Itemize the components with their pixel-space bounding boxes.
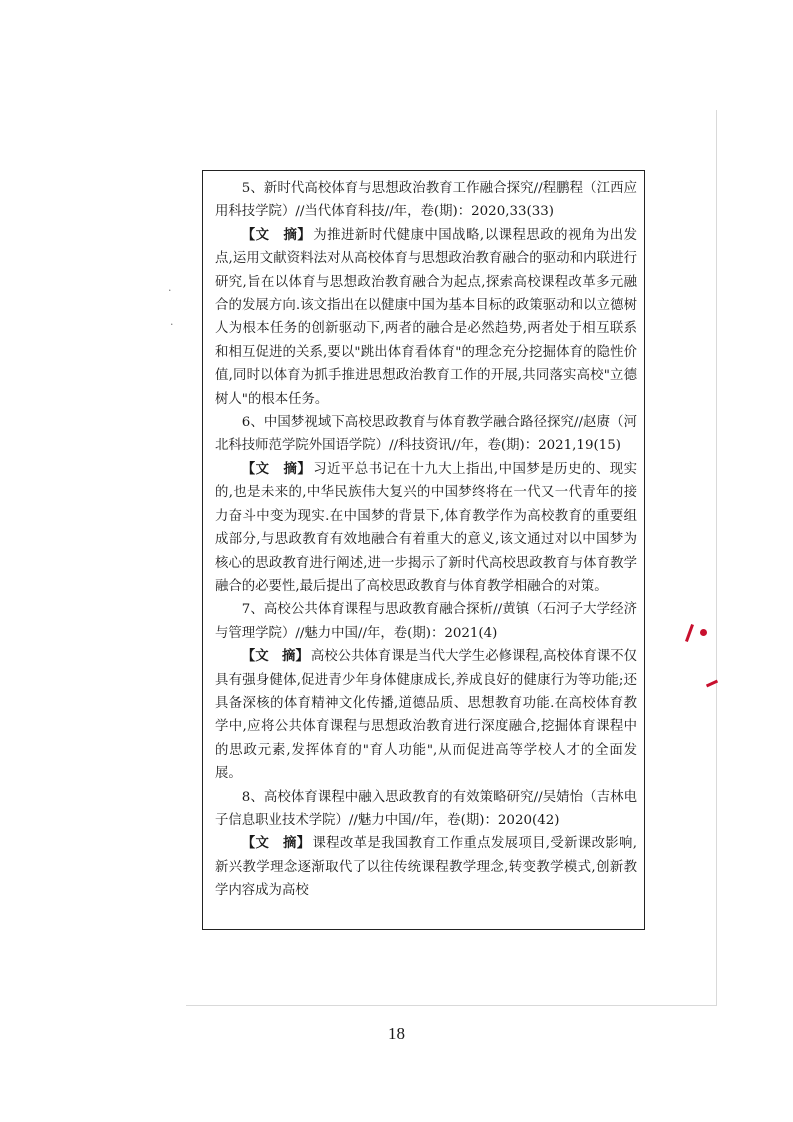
abstract-label: 【文 摘】 — [241, 648, 309, 665]
abstract-text: 习近平总书记在十九大上指出,中国梦是历史的、现实的,也是未来的,中华民族伟大复兴的中国梦终将在一代又一代青年的接力奋斗中变为现实.在中国梦的背景下,体育教学作为高校教育的重要组成部分,与思政教育有效地融合有着重大的意义,该文通过对以中国梦为核心的思政教育进行阐述,进一步揭示了新时代高校思政教育与体育教学融合的必要性,最后提出了高校思政教育与体育教学相融合的对策。 — [215, 461, 637, 594]
abstract-text: 课程改革是我国教育工作重点发展项目,受新课改影响,新兴教学理念逐渐取代了以往传统课程教学理念,转变教学模式,创新教学内容成为高校 — [215, 836, 638, 899]
entry-title: 5、新时代高校体育与思想政治教育工作融合探究//程鹏程（江西应用科技学院）//当代体育科技//年，卷(期)：2020,33(33) — [215, 181, 637, 220]
page-number: 18 — [388, 1024, 405, 1043]
abstract-label: 【文 摘】 — [241, 835, 311, 852]
entry-abstract — [215, 224, 637, 411]
abstract-label: 【文 摘】 — [241, 460, 312, 477]
abstract-label: 【文 摘】 — [241, 226, 312, 243]
entry-title: 7、高校公共体育课程与思政教育融合探析//黄镇（石河子大学经济与管理学院）//魅力中国//年，卷(期)：2021(4) — [215, 602, 637, 641]
red-stamp-fragment — [700, 629, 707, 636]
abstract-list — [215, 171, 637, 903]
entry-abstract — [215, 832, 637, 902]
bordered-text-frame — [202, 170, 645, 930]
entry-abstract — [215, 645, 637, 785]
entry-title: 6、中国梦视域下高校思政教育与体育教学融合路径探究//赵赓（河北科技师范学院外国语学院）//科技资讯//年，卷(期)：2021,19(15) — [215, 415, 637, 454]
abstract-text: 高校公共体育课是当代大学生必修课程,高校体育课不仅具有强身健体,促进青少年身体健康成长,养成良好的健康行为等功能;还具备深核的体育精神文化传播,道德品质、思想教育功能.在高校体育教学中,应将公共体育课程与思想政治教育进行深度融合,挖掘体育课程中的思政元素,发挥体育的"育人功能",从而促进高等学校人才的全面发展。 — [215, 649, 637, 782]
scan-speck: · — [168, 284, 172, 297]
entry-title: 8、高校体育课程中融入思政教育的有效策略研究//吴婧怡（吉林电子信息职业技术学院）//魅力中国//年，卷(期)：2020(42) — [215, 789, 637, 828]
entry-abstract — [215, 458, 637, 598]
scan-speck: · — [170, 318, 174, 331]
abstract-text: 为推进新时代健康中国战略,以课程思政的视角为出发点,运用文献资料法对从高校体育与思想政治教育融合的驱动和内联进行研究,旨在以体育与思想政治教育融合为起点,探索高校课程改革多元融合的发展方向.该文指出在以健康中国为基本目标的政策驱动和以立德树人为根本任务的创新驱动下,两者的融合是必然趋势,两者处于相互联系和相互促进的关系,要以"跳出体育看体育"的理念充分挖掘体育的隐性价值,同时以体育为抓手推进思想政治教育工作的开展,共同落实高校"立德树人"的根本任务。 — [215, 227, 637, 407]
